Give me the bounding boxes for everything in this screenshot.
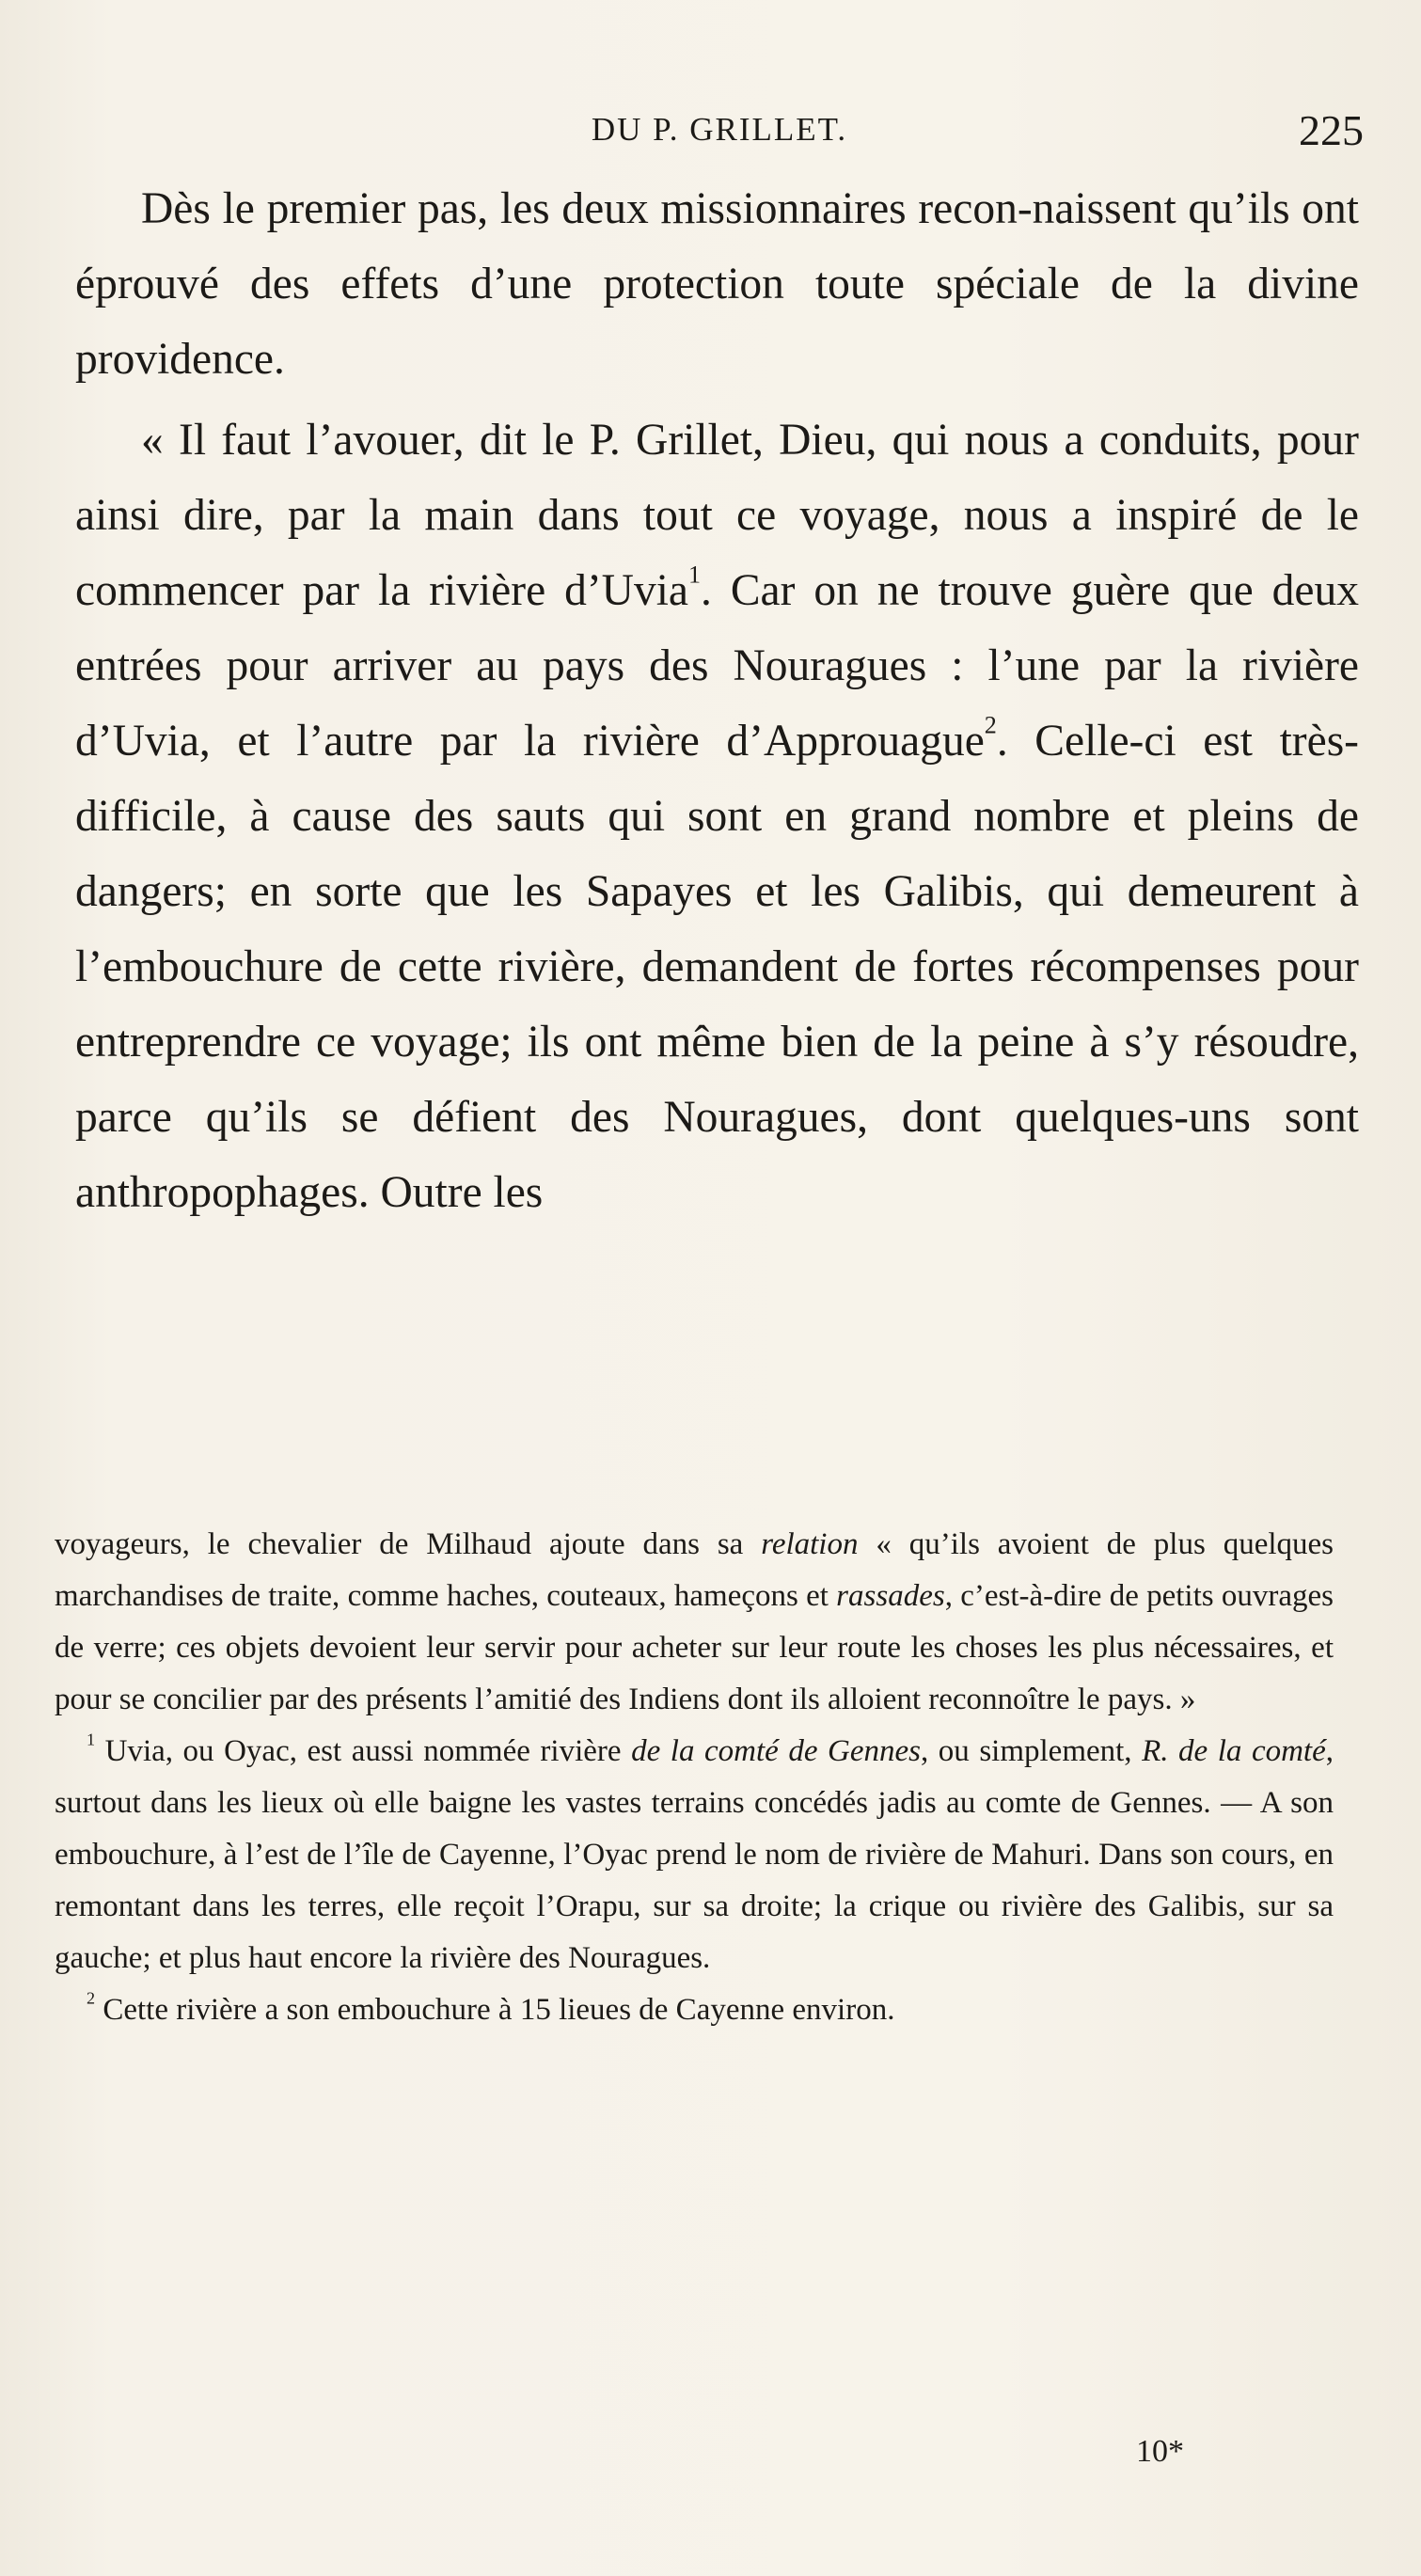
text-run: . Car on ne trouve guère que deux entrées pour arriver au pays des Nouragues : l’une par la rivière d’Uvia, et l’autre par la rivière d’Approuague (75, 566, 1359, 766)
text-run: Uvia, ou Oyac, est aussi nommée rivière (95, 1734, 632, 1768)
text-run: . Celle-ci est très-difficile, à cause des sauts qui sont en grand nombre et pleins de dangers; en sorte que les Sapayes et les Galibis, qui demeurent à l’embouchure de cette rivière, demandent de fortes récompenses pour entreprendre ce voyage; ils ont même bien de la peine à s’y résoudre, parce qu’ils se défient des Nouragues, dont quelques-uns sont anthropophages. Outre les (75, 717, 1359, 1217)
footnote-1 (55, 1726, 1334, 1984)
text-run: « Il faut l’avouer, dit le P. Grillet, Dieu, qui nous a conduits, pour ainsi dire, par la main dans tout ce voyage, nous a inspiré de le commencer par la rivière d’Uvia (75, 416, 1359, 615)
paragraph (75, 403, 1359, 1230)
italic-run: rassades (836, 1579, 945, 1613)
footnote-number: 1 (87, 1730, 96, 1749)
text-run: , ou simplement, (921, 1734, 1143, 1768)
main-text (75, 171, 1359, 1230)
text-run: , c’est-à-dire de petits ouvrages de verre; ces objets devoient leur servir pour acheter sur leur route les choses les plus nécessaires, et pour se concilier par des présents l’amitié des Indiens dont ils alloient reconnoître le pays. » (55, 1579, 1334, 1716)
paragraph: Dès le premier pas, les deux missionnaires recon-naissent qu’ils ont éprouvé des effets d’une protection toute spéciale de la divine providence. (75, 184, 1359, 384)
text-run: Cette rivière a son embouchure à 15 lieues de Cayenne environ. (95, 1993, 895, 2027)
footnote-2 (55, 1984, 1334, 2036)
text-run: « qu’ils avoient de plus quelques marchandises de traite, comme haches, couteaux, hameçons et (55, 1527, 1334, 1613)
page-number: 225 (1299, 106, 1364, 154)
italic-run: R. de la comté (1142, 1734, 1326, 1768)
running-head (75, 106, 1364, 167)
note-continuation (55, 1519, 1334, 1726)
running-title: DU P. GRILLET. (591, 111, 848, 148)
footnote-ref: 1 (687, 561, 702, 589)
text-run: voyageurs, le chevalier de Milhaud ajoute dans sa (55, 1527, 762, 1561)
footnote-number: 2 (87, 1988, 96, 2008)
footnotes (55, 1519, 1334, 2036)
italic-run: de la comté de Gennes (631, 1734, 921, 1768)
italic-run: relation (761, 1527, 859, 1561)
footnote-ref: 2 (984, 711, 997, 739)
text-run: , surtout dans les lieux où elle baigne les vastes terrains concédés jadis au comte de Gennes. — A son embouchure, à l’est de l’île de Cayenne, l’Oyac prend le nom de rivière de Mahuri. Dans son cours, en remontant dans les terres, elle reçoit l’Orapu, sur sa droite; la crique ou rivière des Galibis, sur sa gauche; et plus haut encore la rivière des Nouragues. (55, 1734, 1334, 1975)
signature-mark: 10* (1136, 2434, 1184, 2469)
